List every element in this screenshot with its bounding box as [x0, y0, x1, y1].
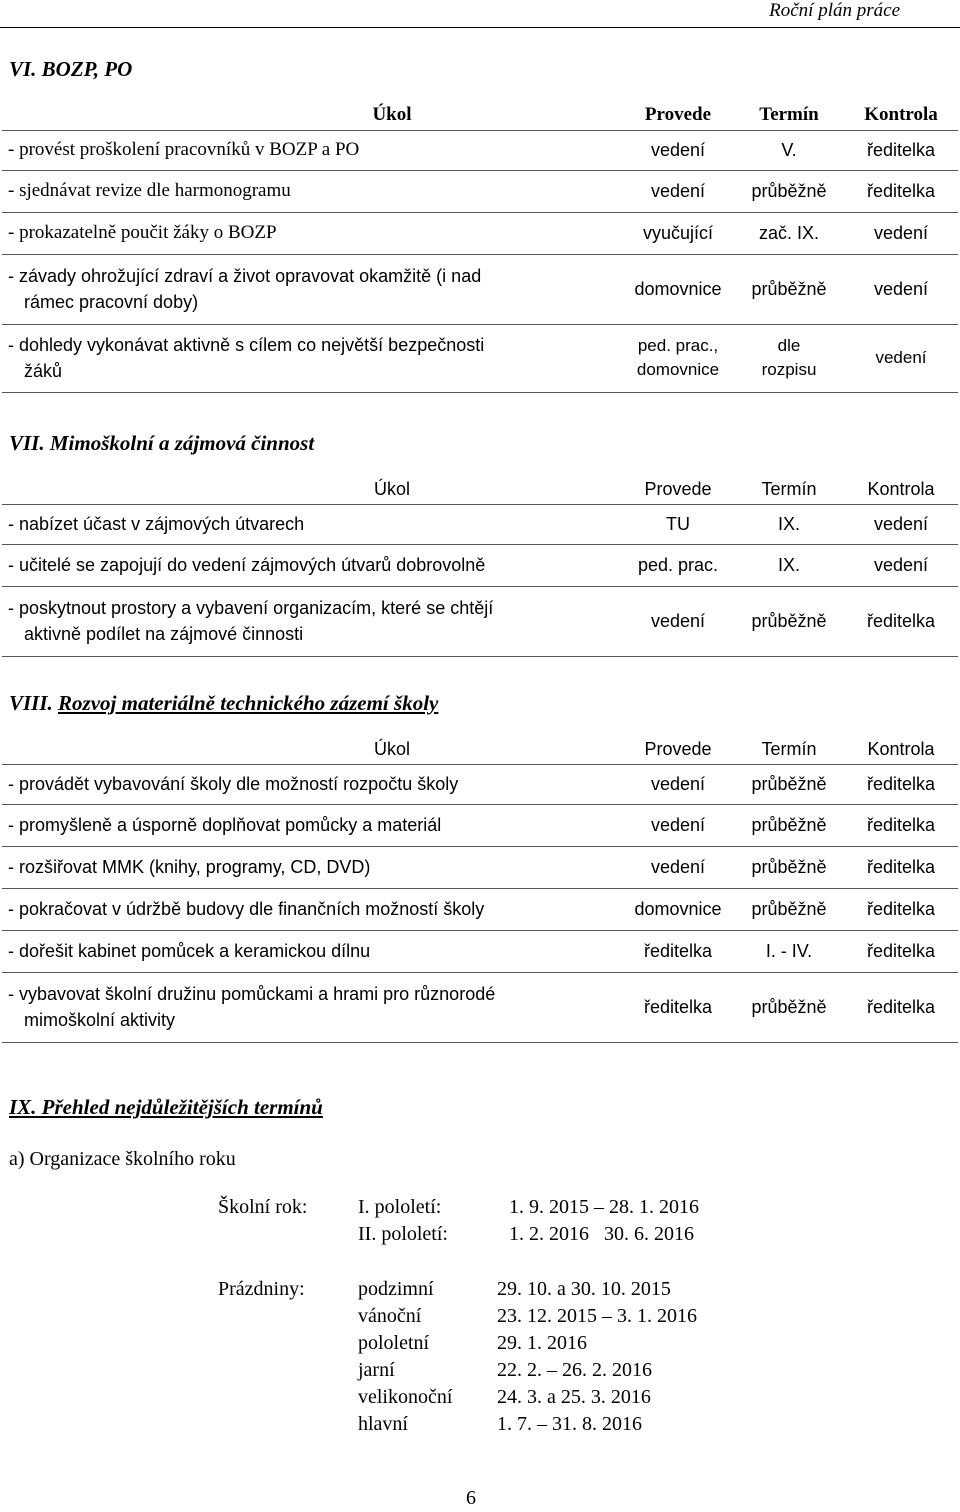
when-cell: průběžně: [734, 888, 844, 930]
task-line: - závady ohrožující zdraví a život opravovat okamžitě (i nad: [8, 266, 482, 286]
section-name: Mimoškolní a zájmová činnost: [49, 431, 315, 455]
table-row: [2, 504, 958, 544]
task-cell: - pokračovat v údržbě budovy dle finančních možností školy: [2, 888, 622, 930]
holiday-name: velikonoční: [358, 1386, 453, 1408]
by-cell: vyučující: [622, 212, 734, 254]
school-year-label: Školní rok:: [218, 1196, 308, 1218]
check-cell: vedení: [844, 254, 958, 324]
school-year-term: I. pololetí:: [358, 1196, 442, 1218]
column-header-by: Provede: [644, 104, 712, 126]
section-title-material: [9, 691, 438, 716]
by-cell: vedení: [622, 804, 734, 846]
task-line: - vybavovat školní družinu pomůckami a hrami pro různorodé: [8, 984, 496, 1004]
check-cell: ředitelka: [844, 130, 958, 170]
task-cell: - nabízet účast v zájmových útvarech: [2, 504, 622, 544]
bozp-table: [2, 101, 958, 393]
task-line: mimoškolní aktivity: [24, 1010, 176, 1030]
task-cell: - dořešit kabinet pomůcek a keramickou dílnu: [2, 930, 622, 972]
page-number: 6: [466, 1487, 476, 1509]
task-cell: [2, 324, 622, 392]
when-cell: IX.: [734, 504, 844, 544]
by-cell: domovnice: [622, 254, 734, 324]
table-row: [2, 888, 958, 930]
holiday-date: 29. 10. a 30. 10. 2015: [497, 1278, 671, 1300]
task-cell: [2, 586, 622, 656]
check-cell: ředitelka: [844, 846, 958, 888]
by-cell: vedení: [622, 764, 734, 804]
when-cell: průběžně: [734, 846, 844, 888]
table-row: [2, 170, 958, 212]
task-cell: - provádět vybavování školy dle možností rozpočtu školy: [2, 764, 622, 804]
when-cell: průběžně: [734, 170, 844, 212]
holiday-date: 24. 3. a 25. 3. 2016: [497, 1386, 651, 1408]
table-row: [2, 804, 958, 846]
holiday-date: 1. 7. – 31. 8. 2016: [497, 1413, 642, 1435]
section-title-bozp: VI. BOZP, PO: [9, 57, 133, 81]
by-cell: [622, 324, 734, 392]
extracurricular-table: [2, 475, 958, 657]
table-row: [2, 930, 958, 972]
when-cell: průběžně: [734, 972, 844, 1042]
check-cell: ředitelka: [844, 930, 958, 972]
by-cell: ředitelka: [622, 930, 734, 972]
table-row: [2, 764, 958, 804]
when-cell: zač. IX.: [734, 212, 844, 254]
task-line: aktivně podílet na zájmové činnosti: [24, 624, 304, 644]
task-line: - dohledy vykonávat aktivně s cílem co největší bezpečnosti: [8, 335, 485, 355]
table-row: [2, 212, 958, 254]
column-header-task: Úkol: [372, 104, 412, 126]
by-cell: vedení: [622, 586, 734, 656]
table-row: [2, 846, 958, 888]
when-cell: [734, 324, 844, 392]
check-cell: ředitelka: [844, 586, 958, 656]
table-row: [2, 130, 958, 170]
school-year-range: 1. 2. 2016 30. 6. 2016: [509, 1223, 694, 1245]
when-cell: průběžně: [734, 254, 844, 324]
by-cell: ped. prac.: [622, 544, 734, 586]
task-cell: [2, 254, 622, 324]
holiday-name: jarní: [358, 1359, 395, 1381]
task-cell: [2, 972, 622, 1042]
column-header-by: Provede: [644, 478, 712, 499]
check-cell: ředitelka: [844, 764, 958, 804]
when-cell: I. - IV.: [734, 930, 844, 972]
section-name: Rozvoj materiálně technického zázemí školy: [58, 691, 439, 715]
check-cell: ředitelka: [844, 888, 958, 930]
by-cell: ředitelka: [622, 972, 734, 1042]
section-number: VIII.: [9, 691, 53, 715]
column-header-when: Termín: [761, 738, 817, 759]
task-line: - poskytnout prostory a vybavení organizacím, které se chtějí: [8, 598, 494, 618]
by-cell: vedení: [622, 846, 734, 888]
column-header-check: Kontrola: [864, 104, 938, 126]
holiday-name: podzimní: [358, 1278, 434, 1300]
column-header-check: Kontrola: [867, 738, 935, 759]
by-line: ped. prac.,: [637, 336, 719, 355]
task-cell: - prokazatelně poučit žáky o BOZP: [2, 212, 622, 254]
when-cell: V.: [734, 130, 844, 170]
column-header-check: Kontrola: [867, 478, 935, 499]
header-rule: [0, 27, 960, 28]
task-cell: - učitelé se zapojují do vedení zájmových útvarů dobrovolně: [2, 544, 622, 586]
table-row: [2, 254, 958, 324]
school-year-term: II. pololetí:: [358, 1223, 448, 1245]
subsection-title: a) Organizace školního roku: [9, 1148, 236, 1170]
task-line: rámec pracovní doby): [24, 292, 199, 312]
by-cell: vedení: [622, 170, 734, 212]
holiday-name: vánoční: [358, 1305, 422, 1327]
when-cell: IX.: [734, 544, 844, 586]
table-row: [2, 544, 958, 586]
holiday-date: 23. 12. 2015 – 3. 1. 2016: [497, 1305, 697, 1327]
holiday-name: pololetní: [358, 1332, 430, 1354]
by-cell: vedení: [622, 130, 734, 170]
holiday-name: hlavní: [358, 1413, 408, 1435]
holiday-date: 29. 1. 2016: [497, 1332, 587, 1354]
when-cell: průběžně: [734, 804, 844, 846]
running-title: Roční plán práce: [769, 0, 900, 21]
table-row: [2, 324, 958, 392]
holiday-date: 22. 2. – 26. 2. 2016: [497, 1359, 652, 1381]
check-cell: vedení: [844, 212, 958, 254]
table-row: [2, 972, 958, 1042]
check-cell: vedení: [844, 504, 958, 544]
check-cell: ředitelka: [844, 972, 958, 1042]
task-cell: - sjednávat revize dle harmonogramu: [2, 170, 622, 212]
check-cell: ředitelka: [844, 170, 958, 212]
by-cell: TU: [622, 504, 734, 544]
task-cell: - promyšleně a úsporně doplňovat pomůcky a materiál: [2, 804, 622, 846]
when-cell: průběžně: [734, 586, 844, 656]
check-cell: vedení: [844, 324, 958, 392]
by-line: domovnice: [636, 360, 720, 379]
column-header-when: Termín: [761, 478, 817, 499]
section-name: IX. Přehled nejdůležitějších termínů: [9, 1095, 323, 1119]
check-cell: vedení: [844, 544, 958, 586]
section-title-dates: [9, 1095, 323, 1120]
column-header-task: Úkol: [373, 738, 410, 759]
column-header-by: Provede: [644, 738, 712, 759]
table-row: [2, 586, 958, 656]
by-cell: domovnice: [622, 888, 734, 930]
check-cell: ředitelka: [844, 804, 958, 846]
section-number: VII.: [9, 431, 45, 455]
school-year-range: 1. 9. 2015 – 28. 1. 2016: [509, 1196, 699, 1218]
holidays-label: Prázdniny:: [218, 1278, 305, 1300]
task-cell: - rozšiřovat MMK (knihy, programy, CD, DVD): [2, 846, 622, 888]
column-header-when: Termín: [759, 104, 819, 126]
material-table: [2, 735, 958, 1043]
when-cell: průběžně: [734, 764, 844, 804]
when-line: rozpisu: [761, 360, 817, 379]
section-title-extracurricular: [9, 431, 314, 456]
task-line: žáků: [24, 361, 63, 381]
column-header-task: Úkol: [373, 478, 410, 499]
when-line: dle: [777, 336, 801, 355]
task-cell: - provést proškolení pracovníků v BOZP a PO: [2, 130, 622, 170]
